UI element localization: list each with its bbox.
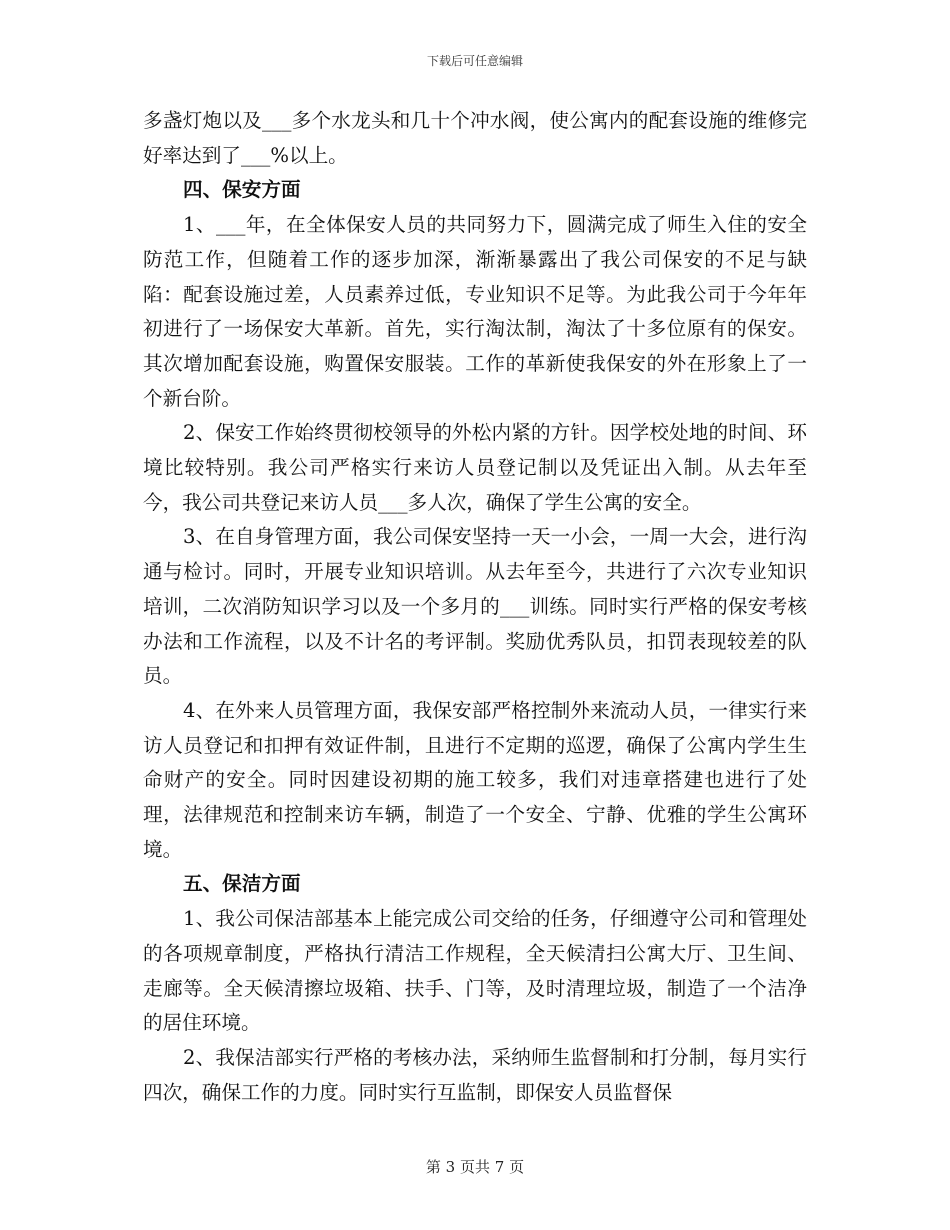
paragraph-cleaning-1: 1、我公司保洁部基本上能完成公司交给的任务，仔细遵守公司和管理处的各项规章制度，严格执行清洁工作规程，全天候清扫公寓大厅、卫生间、走廊等。全天候清擦垃圾箱、扶手、门等，及时清理垃圾，制造了一个洁净的居住环境。 <box>143 907 807 1035</box>
section-heading-cleaning: 五、保洁方面 <box>183 872 301 896</box>
paragraph-security-4: 4、在外来人员管理方面，我保安部严格控制外来流动人员，一律实行来访人员登记和扣押有效证件制，且进行不定期的巡逻，确保了公寓内学生生命财产的安全。同时因建设初期的施工较多，我们对违章搭建也进行了处理，法律规范和控制来访车辆，制造了一个安全、宁静、优雅的学生公寓环境。 <box>143 698 807 861</box>
paragraph-continuation: 多盏灯炮以及___多个水龙头和几十个冲水阀，使公寓内的配套设施的维修完好率达到了___%以上。 <box>143 109 807 167</box>
paragraph-security-1: 1、___年，在全体保安人员的共同努力下，圆满完成了师生入住的安全防范工作，但随着工作的逐步加深，渐渐暴露出了我公司保安的不足与缺陷：配套设施过差，人员素养过低，专业知识不足等。为此我公司于今年年初进行了一场保安大革新。首先，实行淘汰制，淘汰了十多位原有的保安。其次增加配套设施，购置保安服装。工作的革新使我保安的外在形象上了一个新台阶。 <box>143 213 807 410</box>
paragraph-security-3: 3、在自身管理方面，我公司保安坚持一天一小会，一周一大会，进行沟通与检讨。同时，开展专业知识培训。从去年至今，共进行了六次专业知识培训，二次消防知识学习以及一个多月的___训练。同时实行严格的保安考核办法和工作流程，以及不计名的考评制。奖励优秀队员，扣罚表现较差的队员。 <box>143 525 807 688</box>
paragraph-security-2: 2、保安工作始终贯彻校领导的外松内紧的方针。因学校处地的时间、环境比较特别。我公司严格实行来访人员登记制以及凭证出入制。从去年至今，我公司共登记来访人员___多人次，确保了学生公寓的安全。 <box>143 421 807 514</box>
page-header-note: 下载后可任意编辑 <box>426 54 523 68</box>
section-heading-security: 四、保安方面 <box>183 178 301 202</box>
document-body <box>143 104 807 1110</box>
page-number: 第 3 页共 7 页 <box>425 1158 525 1176</box>
paragraph-cleaning-2: 2、我保洁部实行严格的考核办法，采纳师生监督制和打分制，每月实行四次，确保工作的力度。同时实行互监制，即保安人员监督保 <box>143 1045 807 1104</box>
